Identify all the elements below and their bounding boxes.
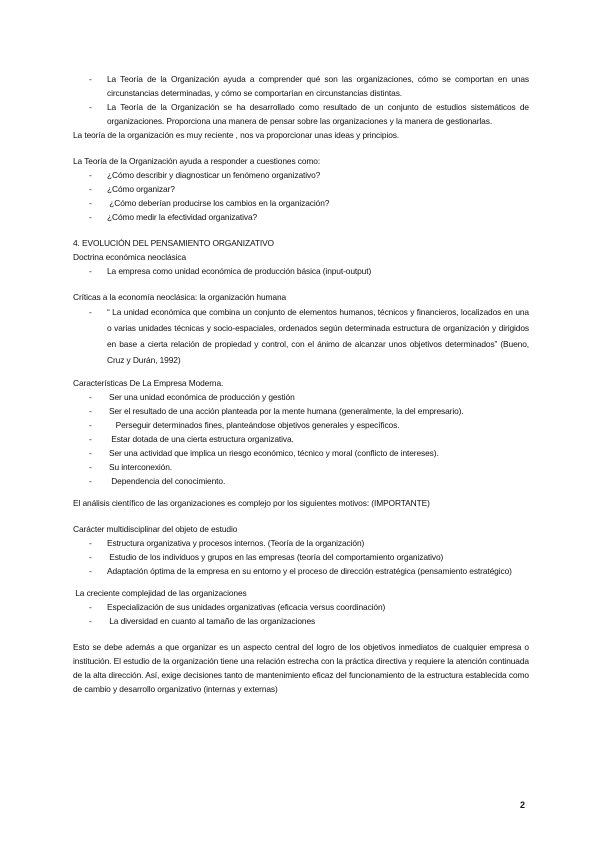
page-content [73,72,529,696]
criticas-heading: Críticas a la economía neoclásica: la organización humana [73,292,287,302]
spacer [73,488,529,496]
spacer [73,142,529,154]
caracteristica-4: Estar dotada de una cierta estructura organizativa. [109,434,294,444]
doctrina-heading: Doctrina económica neoclásica [73,252,187,262]
multidisciplinar-2: Estudio de los individuos y grupos en las empresas (teoría del comportamiento organizativo) [107,552,444,562]
list-item [73,564,529,578]
list-item [73,100,529,128]
recent-theory-text: La teoría de la organización es muy reciente , nos va proporcionar unas ideas y principios. [73,130,400,140]
caracteristicas-heading: Características De La Empresa Moderna. [73,378,224,388]
list-item [73,600,529,614]
bullet-dash: - [89,406,92,416]
bullet-dash: - [89,307,92,317]
list-item [73,304,529,368]
spacer [73,628,529,640]
spacer [73,578,529,586]
bullet-dash: - [89,462,92,472]
caracteristica-5: Ser una actividad que implica un riesgo económico, técnico y moral (conflicto de intereses). [109,448,439,458]
caracteristica-7: Dependencia del conocimiento. [109,476,226,486]
list-item [73,550,529,564]
list-item [73,614,529,628]
question-2: ¿Cómo organizar? [107,184,175,194]
list-item [73,446,529,460]
bullet-dash: - [89,552,92,562]
spacer [73,224,529,236]
questions-heading: La Teoría de la Organización ayuda a responder a cuestiones como: [73,156,321,166]
multidisciplinar-3: Adaptación óptima de la empresa en su entorno y el proceso de dirección estratégica (pensamiento estratégico) [107,566,512,576]
bullet-dash: - [89,266,92,276]
bullet-dash: - [89,566,92,576]
list-item [73,196,529,210]
caracteristica-6: Su interconexión. [109,462,173,472]
bullet-dash: - [89,184,92,194]
multidisciplinar-1: Estructura organizativa y procesos internos. (Teoría de la organización) [107,538,365,548]
spacer [73,510,529,522]
list-item [73,432,529,446]
caracteristica-1: Ser una unidad económica de producción y gestión [109,392,295,402]
question-1: ¿Cómo describir y diagnosticar un fenómeno organizativo? [107,170,321,180]
complejidad-2: La diversidad en cuanto al tamaño de las organizaciones [107,616,316,626]
list-item [73,536,529,550]
page-number: 2 [520,800,526,810]
list-item [73,168,529,182]
bullet-dash: - [89,392,92,402]
question-4: ¿Cómo medir la efectividad organizativa? [107,212,258,222]
bullet-dash: - [89,102,92,112]
section-4-title: 4. EVOLUCIÓN DEL PENSAMIENTO ORGANIZATIVO [73,238,274,248]
intro-bullet-2: La Teoría de la Organización se ha desarrollado como resultado de un conjunto de estudios sistemáticos de organizaciones. Proporciona una manera de pensar sobre las organizaciones y la manera de gestionarlas. [107,102,529,126]
bullet-dash: - [89,616,92,626]
intro-bullet-1: La Teoría de la Organización ayuda a comprender qué son las organizaciones, cómo se comportan en unas circunstancias determinadas, y cómo se comportarían en circunstancias distintas. [107,74,529,98]
list-item [73,264,529,278]
bullet-dash: - [89,448,92,458]
closing-paragraph: Esto se debe además a que organizar es un aspecto central del logro de los objetivos inmediatos de cualquier empresa o institución. El estudio de la organización tiene una relación estrecha con la práctica directiva y requiere la atención continuada de la alta dirección. Así, exige decisiones tanto de mantenimiento eficaz del funcionamiento de la estructura establecida como de cambio y desarrollo organizativo (internas y externas) [73,642,529,694]
list-item [73,474,529,488]
doctrina-bullet-1: La empresa como unidad económica de producción básica (input-output) [107,266,372,276]
caracteristica-3: Perseguir determinados fines, planteándose objetivos generales y específicos. [109,420,400,430]
bullet-dash: - [89,198,92,208]
bullet-dash: - [89,212,92,222]
bullet-dash: - [89,170,92,180]
list-item [73,460,529,474]
bullet-dash: - [89,476,92,486]
spacer [73,368,529,376]
list-item [73,210,529,224]
list-item [73,418,529,432]
question-3: ¿Cómo deberían producirse los cambios en la organización? [107,198,330,208]
criticas-quote: “ La unidad económica que combina un conjunto de elementos humanos, técnicos y financieros, localizados en una o varias unidades técnicas y socio-espaciales, ordenados según determinada estructura de organización y dirigidos en base a cierta relación de propiedad y control, con el ánimo de alcanzar unos objetivos determinados” (Bueno, Cruz y Durán, 1992) [107,307,529,365]
complejidad-1: Especialización de sus unidades organizativas (eficacia versus coordinación) [107,602,386,612]
bullet-dash: - [89,420,92,430]
caracteristica-2: Ser el resultado de una acción planteada por la mente humana (generalmente, la del empresario). [109,406,464,416]
list-item [73,72,529,100]
bullet-dash: - [89,434,92,444]
list-item [73,182,529,196]
list-item [73,404,529,418]
complejidad-heading: La creciente complejidad de las organizaciones [73,588,247,598]
list-item [73,390,529,404]
analisis-text: El análisis científico de las organizaciones es complejo por los siguientes motivos: (IMPORTANTE) [73,498,430,508]
bullet-dash: - [89,602,92,612]
bullet-dash: - [89,74,92,84]
spacer [73,278,529,290]
multidisciplinar-heading: Carácter multidisciplinar del objeto de estudio [73,524,238,534]
bullet-dash: - [89,538,92,548]
